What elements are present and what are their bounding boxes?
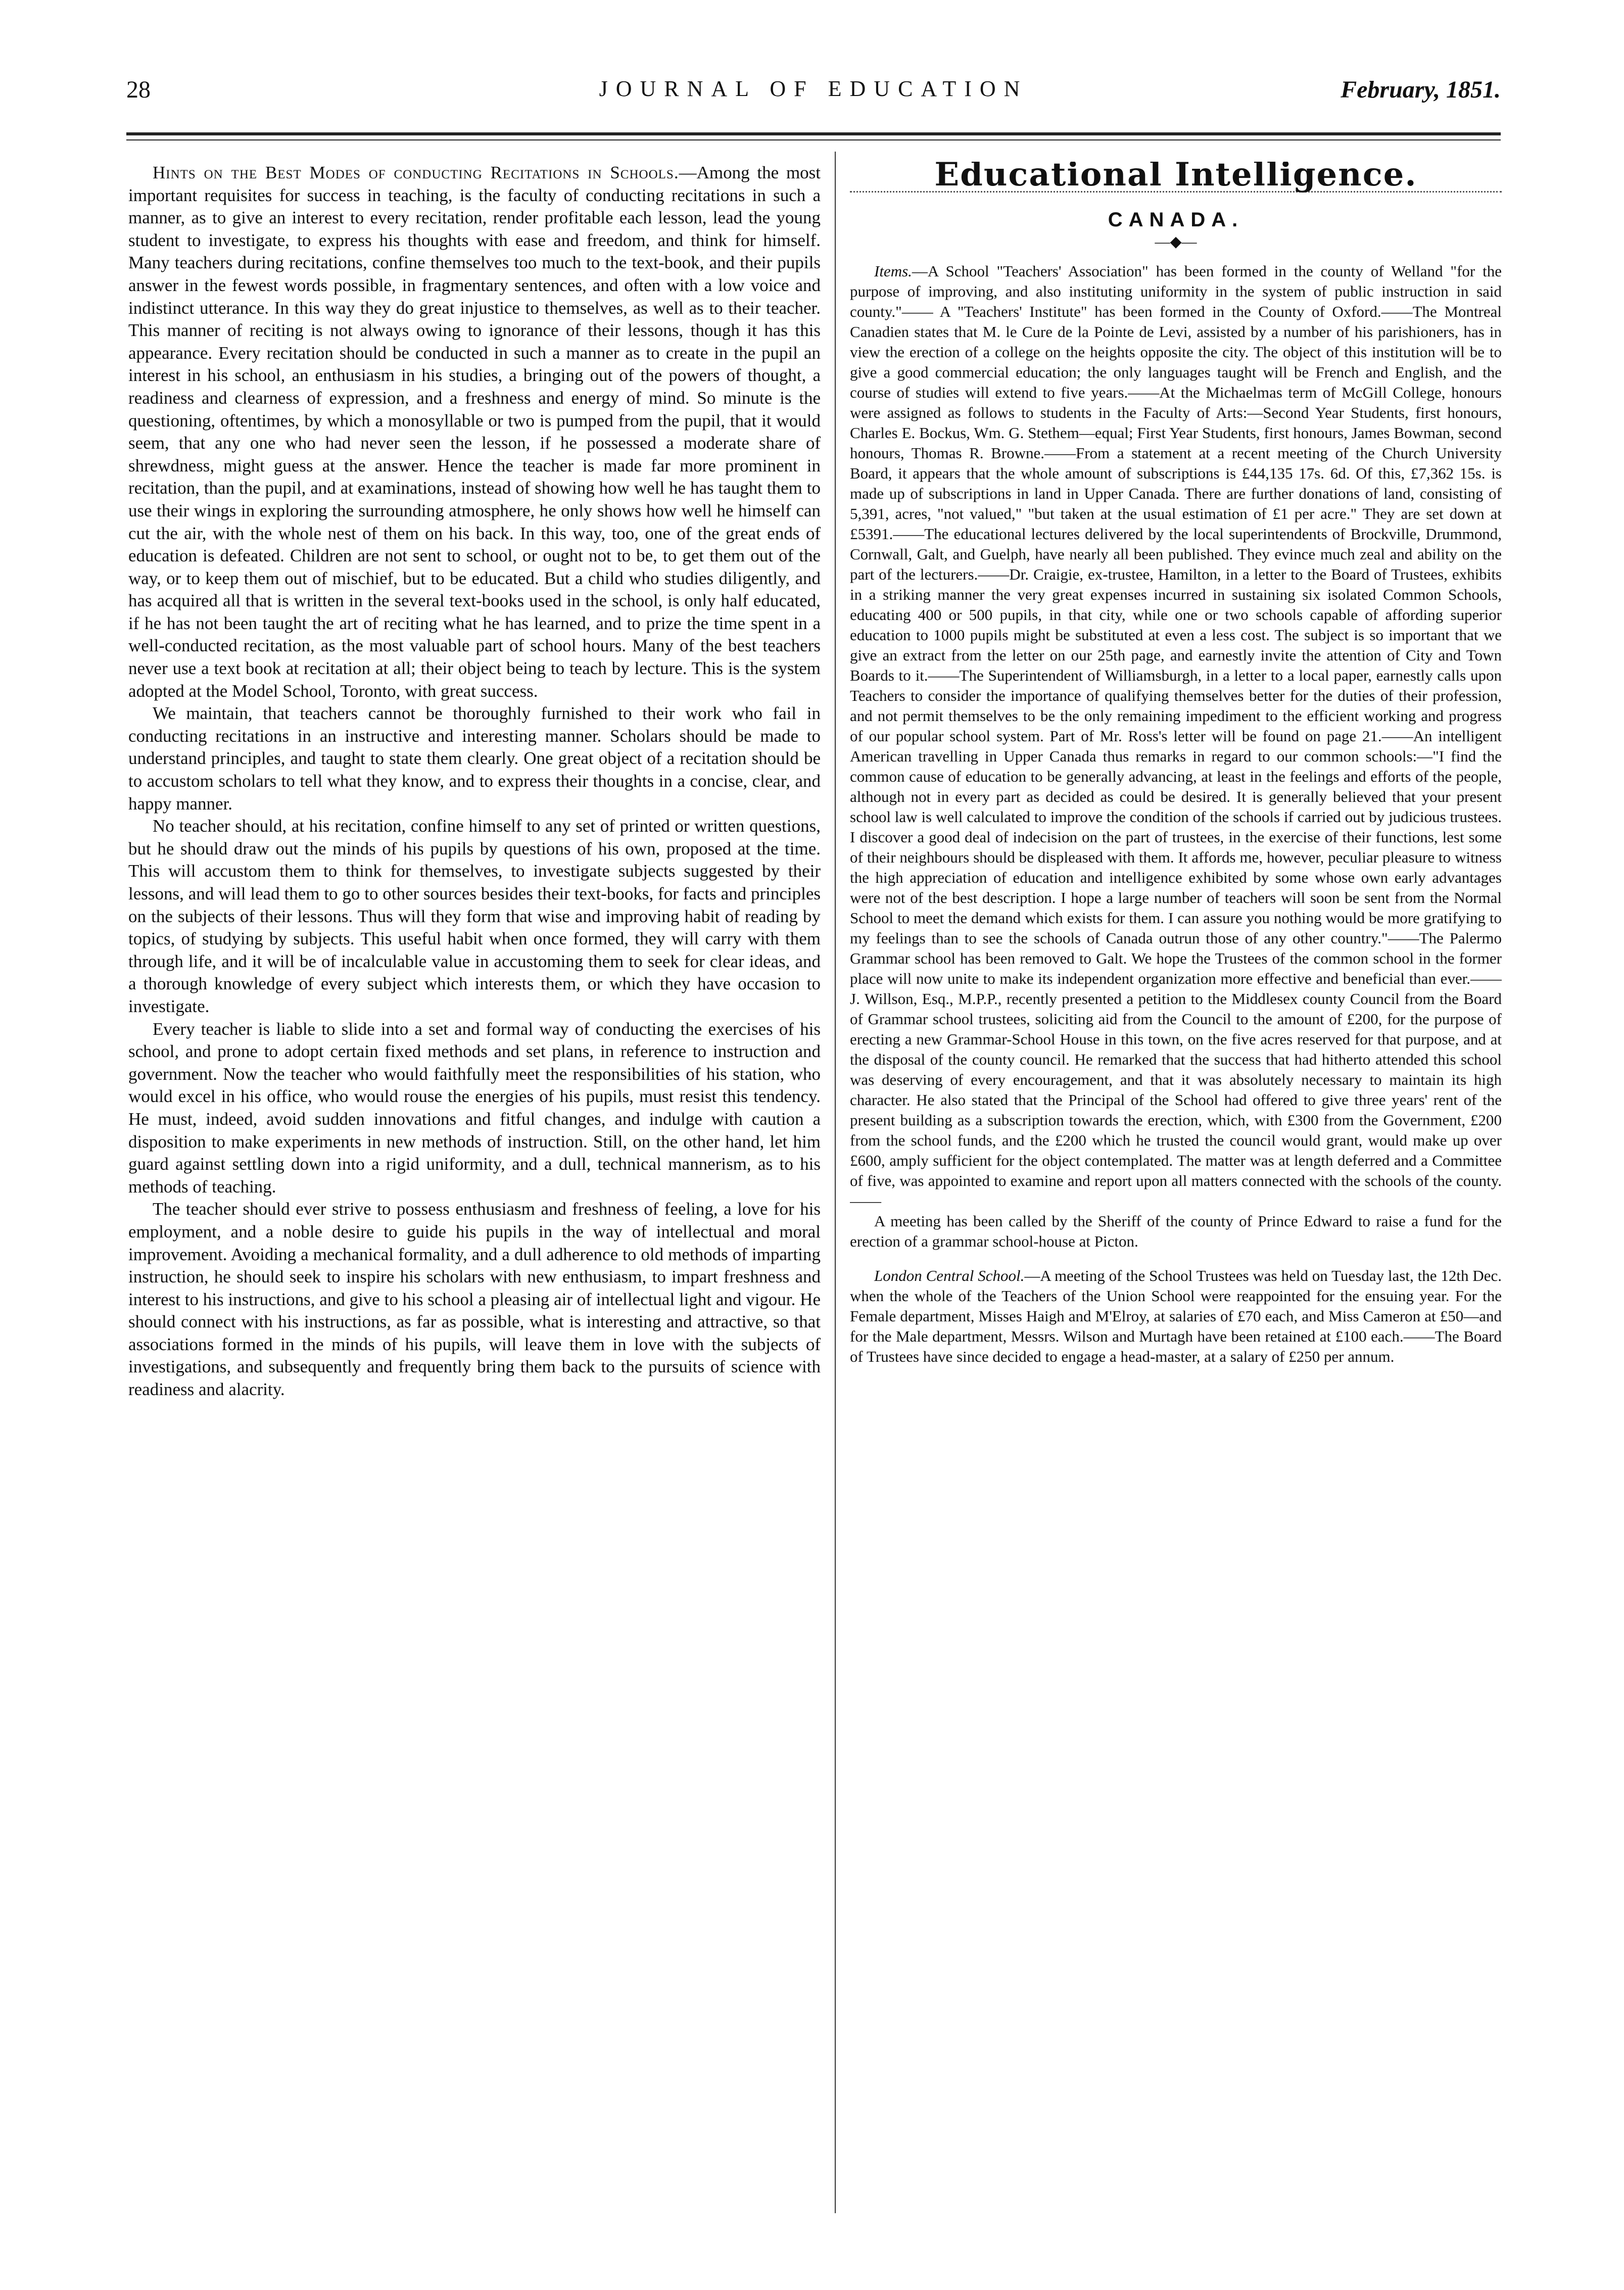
article-paragraph — [128, 162, 821, 702]
region-heading: CANADA. — [1108, 209, 1244, 231]
page-number: 28 — [126, 76, 151, 103]
article-paragraph: We maintain, that teachers cannot be thoroughly furnished to their work who fail in conducting recitations in an instructive and interesting manner. Scholars should be made to understand principles, and taught to state them clearly. One great object of a recitation should be to accustom scholars to tell what they know, and to express their thoughts in a concise, clear, and happy manner. — [128, 703, 821, 814]
items-label: Items. — [874, 262, 912, 280]
article-title: Hints on the Best Modes of conducting Recitations in Schools. — [153, 163, 679, 182]
header-rule-thin — [126, 139, 1501, 140]
column-divider — [835, 152, 836, 2213]
article-paragraph: Every teacher is liable to slide into a set and formal way of conducting the exercises of his school, and prone to adopt certain fixed methods and set plans, in reference to instruction and government. Now the teacher who would faithfully meet the responsibilities of his station, who would excel in his office, who would rouse the energies of his pupils, must resist this tendency. He must, indeed, avoid sudden innovations and fitful changes, and indulge with caution a disposition to make experiments in new methods of instruction. Still, on the other hand, let him guard against settling down into a rigid uniformity, and a dull, technical mannerism, as to his methods of teaching. — [128, 1019, 821, 1197]
london-text: —A meeting of the School Trustees was held on Tuesday last, the 12th Dec. when the whole of the Teachers of the Union School were reappointed for the ensuing year. For the Female department, Misses Haigh and M'Elroy, at salaries of £70 each, and Miss Cameron at £50—and for the Male department, Messrs. Wilson and Murtagh have been retained at £100 each.——The Board of Trustees have since decided to engage a head-master, at a salary of £250 per annum. — [850, 1267, 1502, 1365]
ornament-divider: —◆— — [1155, 233, 1197, 250]
header-rule-thick — [126, 132, 1501, 135]
paragraph-gap — [850, 1252, 1502, 1266]
right-column — [850, 162, 1502, 2213]
picton-paragraph: A meeting has been called by the Sheriff of the county of Prince Edward to raise a fund for the erection of a grammar school-house at Picton. — [850, 1212, 1502, 1250]
london-title: London Central School. — [874, 1267, 1025, 1284]
article-paragraph: The teacher should ever strive to possess enthusiasm and freshness of feeling, a love for his employment, and a noble desire to guide his pupils in the way of intellectual and moral improvement. Avoiding a mechanical formality, and a dull adherence to old methods of imparting instruction, he should seek to inspire his scholars with new enthusiasm, to impart freshness and interest to his instructions, and give to his school a pleasing air of intellectual light and vigour. He should connect with his instructions, as far as possible, what is interesting and attractive, so that associations formed in the minds of his pupils, will leave them in love with the subjects of investigations, and subsequently and frequently bring them back to the pursuits of science with readiness and alacrity. — [128, 1199, 821, 1400]
page-header — [126, 76, 1501, 116]
journal-title: JOURNAL OF EDUCATION — [599, 76, 1028, 101]
article-paragraph: No teacher should, at his recitation, confine himself to any set of printed or written questions, but he should draw out the minds of his pupils by questions of his own, proposed at the time. This will accustom them to think for themselves, to investigate subjects suggested by their lessons, and will lead them to go to other sources besides their text-books, for facts and principles on the subjects of their lessons. Thus will they form that wise and improving habit of reading by topics, of studying by subjects. This useful habit when once formed, they will carry with them through life, and it will be of incalculable value in accustoming them to seek for clear ideas, and a thorough knowledge of every subject which interests them, or which they have occasion to investigate. — [128, 816, 821, 1016]
section-banner: Educational Intelligence. — [934, 162, 1417, 194]
issue-date: February, 1851. — [1341, 76, 1501, 103]
left-column — [128, 162, 821, 2213]
london-paragraph — [850, 1266, 1502, 1367]
article-text: —Among the most important requisites for success in teaching, is the faculty of conducting recitations in such a manner, as to give an interest to every recitation, render profitable each lesson, lead the young student to investigate, to express his thoughts with ease and freedom, and think for himself. Many teachers during recitations, confine themselves too much to the text-book, and their pupils answer in the fewest words possible, in fragmentary sentences, and often with a low voice and indistinct utterance. In this way they do great injustice to themselves, as well as to their teacher. This manner of reciting is not always owing to ignorance of their lessons, though it has this appearance. Every recitation should be conducted in such a manner as to create in the pupil an interest in his school, an enthusiasm in his studies, a bringing out of the powers of thought, a readiness and clearness of expression, and a freshness and energy of mind. So minute is the questioning, oftentimes, by which a monosyllable or two is pumped from the pupil, that it would seem, that any one who had never seen the lesson, if he possessed a moderate share of shrewdness, might guess at the answer. Hence the teacher is made far more prominent in recitation, than the pupil, and at examinations, instead of showing how well he has taught them to use their wings in exploring the surrounding atmosphere, he only shows how well he himself can cut the air, with the whole nest of them on his back. In this way, too, one of the great ends of education is defeated. Children are not sent to school, or ought not to be, to get them out of the way, or to keep them out of mischief, but to be educated. But a child who studies diligently, and has acquired all that is written in the several text-books used in the school, is only half educated, if he has not been taught the art of reciting what he has learned, and to prize the time spent in a well-conducted recitation, as the most valuable part of school hours. Many of the best teachers never use a text book at recitation at all; their object being to teach by lecture. This is the system adopted at the Model School, Toronto, with great success. — [128, 163, 821, 701]
items-text: —A School "Teachers' Association" has been formed in the county of Welland "for the purpose of improving, and also instituting uniformity in the system of public instruction in said county."—— A "Teachers' Institute" has been formed in the County of Oxford.——The Montreal Canadien states that M. le Cure de la Pointe de Levi, assisted by a number of his parishioners, has in view the erection of a college on the heights opposite the city. The object of this institution will be to give a good commercial education; the only languages taught will be French and English, and the course of studies will extend to five years.——At the Michaelmas term of McGill College, honours were assigned as follows to students in the Faculty of Arts:—Second Year Students, first honours, Charles E. Bockus, Wm. G. Stethem—equal; First Year Students, first honours, James Bowman, second honours, Thomas R. Browne.——From a statement at a recent meeting of the Church University Board, it appears that the whole amount of subscriptions is £44,135 17s. 6d. Of this, £7,362 15s. is made up of subscriptions in land in Upper Canada. There are further donations of land, consisting of 5,391, acres, "not valued," "but taken at the usual estimation of £1 per acre." They are set down at £5391.——The educational lectures delivered by the local superintendents of Brockville, Drummond, Cornwall, Galt, and Guelph, have nearly all been published. They evince much zeal and ability on the part of the lecturers.——Dr. Craigie, ex-trustee, Hamilton, in a letter to the Board of Trustees, exhibits in a striking manner the very great expenses incurred in sustaining six isolated Common Schools, educating 400 or 500 pupils, in that city, while one or two schools capable of affording superior education to 1000 pupils might be substituted at even a less cost. The subject is so important that we give an extract from the letter on our 25th page, and earnestly invite the attention of City and Town Boards to it.——The Superintendent of Williamsburgh, in a letter to a local paper, earnestly calls upon Teachers to consider the importance of qualifying themselves better for the duties of their profession, and not permit themselves to be the only remaining impediment to the efficient working and progress of our popular school system. Part of Mr. Ross's letter will be found on page 21.——An intelligent American travelling in Upper Canada thus remarks in regard to our common schools:—"I find the common cause of education to be generally advancing, at least in the feelings and efforts of the people, although not in every part as decided as could be desired. It is generally believed that your present school law is well calculated to improve the condition of the schools if carried out by judicious trustees. I discover a good deal of indecision on the part of trustees, in the exercise of their functions, lest some of their neighbours should be displeased with them. It affords me, however, peculiar pleasure to witness the high appreciation of education and intelligence exhibited by some whose own early advantages were not of the best description. I hope a large number of teachers will soon be sent from the Normal School to meet the demand which exists for them. I can assure you nothing would be more gratifying to my feelings than to see the schools of Canada outrun those of any other country."——The Palermo Grammar school has been removed to Galt. We hope the Trustees of the common school in the former place will now unite to make its independent organization more effective and beneficial than ever.——J. Willson, Esq., M.P.P., recently presented a petition to the Middlesex county Council from the Board of Grammar school trustees, soliciting aid from the Council to the amount of £200, for the purpose of erecting a new Grammar-School House in this town, on the five acres reserved for that purpose, and at the disposal of the county council. He remarked that the success that had hitherto attended this school was deserving of every encouragement, and that it was absolutely necessary to maintain its high character. He also stated that the Principal of the School had offered to give three years' rent of the present building as a subscription towards the erection, which, with £300 from the Government, £200 from the school funds, and the £200 which he trusted the council would grant, would make up over £600, amply sufficient for the object contemplated. The matter was at length deferred and a Committee of five, was appointed to examine and report upon all matters connected with the schools of the county.—— — [850, 262, 1502, 1210]
items-paragraph — [850, 261, 1502, 1211]
